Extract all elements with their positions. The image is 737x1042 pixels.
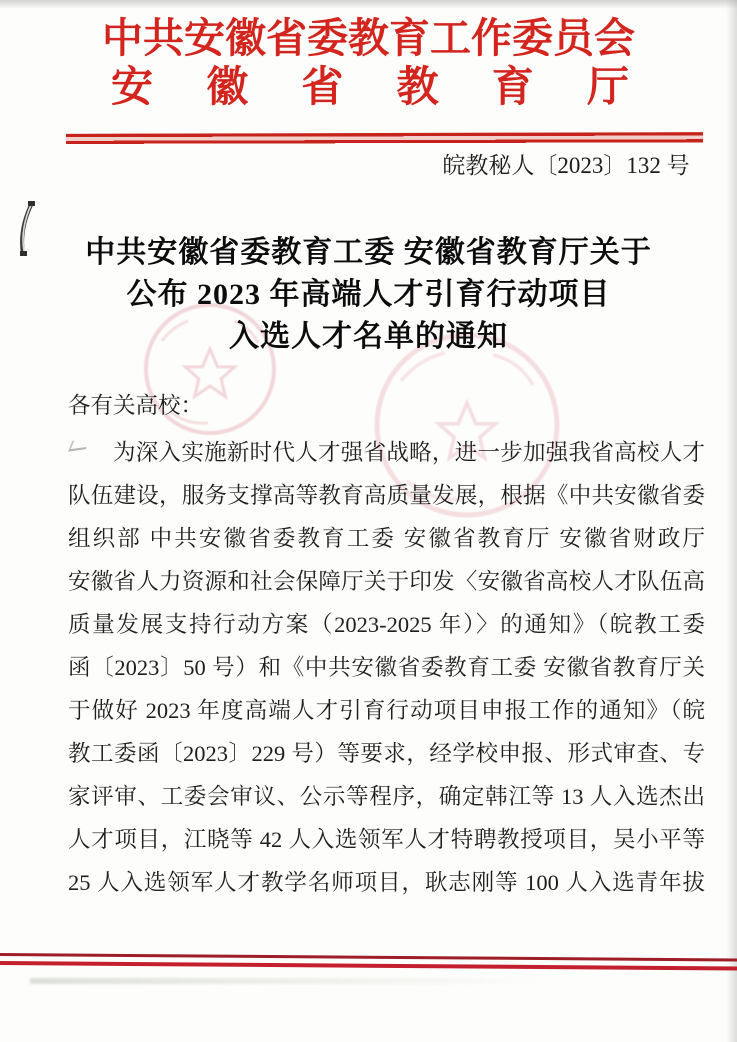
document-title-line3: 入选人才名单的通知 xyxy=(229,320,508,353)
body-line: 函〔2023〕50 号）和《中共安徽省委教育工委 安徽省教育厅关 xyxy=(68,655,705,680)
bottom-red-rule-top xyxy=(0,953,737,961)
body-line: 组织部 中共安徽省委教育工委 安徽省教育厅 安徽省财政厅 xyxy=(68,526,705,551)
document-title xyxy=(40,232,697,358)
body-line: 安徽省人力资源和社会保障厅关于印发〈安徽省高校人才队伍高 xyxy=(68,569,705,594)
bottom-red-rules xyxy=(0,953,737,970)
body-line: 人才项目，江晓等 42 人入选领军人才特聘教授项目，吴小平等 xyxy=(68,827,705,852)
document-title-line1: 中共安徽省委教育工委 安徽省教育厅关于 xyxy=(85,236,652,269)
scan-edge-right xyxy=(726,0,737,1042)
letterhead-red-rule xyxy=(66,132,703,145)
document-number: 皖教秘人〔2023〕132 号 xyxy=(442,153,690,178)
scan-artifact-mark xyxy=(12,199,40,259)
body-line: 质量发展支持行动方案（2023-2025 年）〉的通知》（皖教工委 xyxy=(68,612,705,637)
salutation: 各有关高校： xyxy=(68,393,204,418)
scan-edge-top xyxy=(0,0,737,9)
body-line: 25 人入选领军人才教学名师项目，耿志刚等 100 人入选青年拔 xyxy=(68,870,705,895)
body-line: 家评审、工委会审议、公示等程序，确定韩江等 13 人入选杰出 xyxy=(68,784,705,809)
document-body xyxy=(68,381,705,904)
bottom-red-rule-bottom xyxy=(0,961,737,970)
document-title-line2: 公布 2023 年高端人才引育行动项目 xyxy=(126,278,611,311)
body-line: 于做好 2023 年度高端人才引育行动项目申报工作的通知》（皖 xyxy=(68,698,705,723)
letterhead-org-line2: 安徽省教育厅 xyxy=(111,65,629,111)
letterhead-org-line1: 中共安徽省委教育工作委员会 xyxy=(102,15,635,61)
body-line: 为深入实施新时代人才强省战略，进一步加强我省高校人才 xyxy=(113,440,705,465)
body-line: 队伍建设，服务支撑高等教育高质量发展，根据《中共安徽省委 xyxy=(68,483,705,508)
scan-smudge xyxy=(30,978,540,984)
body-line: 教工委函〔2023〕229 号）等要求，经学校申报、形式审查、专 xyxy=(68,741,705,766)
